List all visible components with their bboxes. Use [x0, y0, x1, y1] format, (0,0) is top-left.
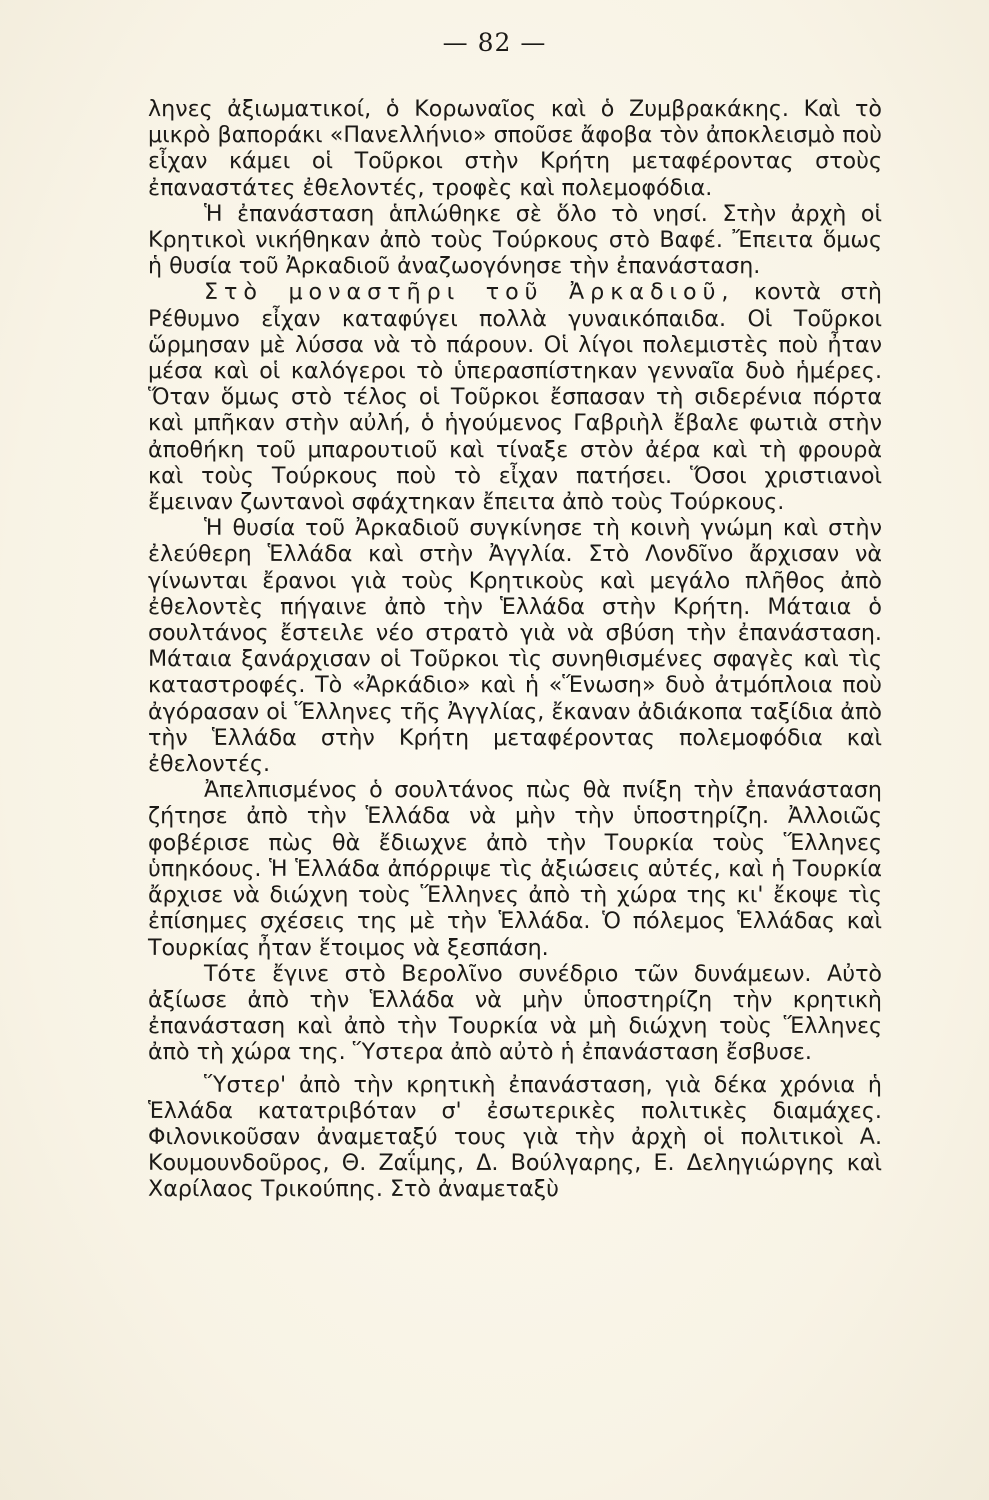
paragraph-1: ληνες ἀξιωματικοί, ὁ Κορωναῖος καὶ ὁ Ζυμβρακάκης. Καὶ τὸ μικρὸ βαποράκι «Πανελλήνιο» σποῦσε ἄφοβα τὸν ἀποκλεισμὸ ποὺ εἶχαν κάμει οἱ Τοῦρκοι στὴν Κρήτη μεταφέροντας στοὺς ἐπαναστάτες ἐθελοντές, τροφὲς καὶ πολεμοφόδια. [148, 96, 882, 201]
paragraph-6: Τότε ἔγινε στὸ Βερολῖνο συνέδριο τῶν δυνάμεων. Αὐτὸ ἀξίωσε ἀπὸ τὴν Ἑλλάδα νὰ μὴν ὑποστηρίζη τὴν κρητικὴ ἐπανάσταση καὶ ἀπὸ τὴν Τουρκία νὰ μὴ διώχνη τοὺς Ἕλληνες ἀπὸ τὴ χώρα της. Ὕστερα ἀπὸ αὐτὸ ἡ ἐπανάσταση ἔσβυσε. [148, 960, 882, 1066]
paragraph-5: Ἀπελπισμένος ὁ σουλτάνος πὼς θὰ πνίξη τὴν ἐπανάσταση ζήτησε ἀπὸ τὴν Ἑλλάδα νὰ μὴν τὴν ὑποστηρίζη. Ἀλλοιῶς φοβέρισε πὼς θὰ ἔδιωχνε ἀπὸ τὴν Τουρκία τοὺς Ἕλληνες ὑπηκόους. Ἡ Ἑλλάδα ἀπόρριψε τὶς ἀξιώσεις αὐτές, καὶ ἡ Τουρκία ἄρχισε νὰ διώχνη τοὺς Ἕλληνες ἀπὸ τὴ χώρα της κι' ἔκοψε τὶς ἐπίσημες σχέσεις της μὲ τὴν Ἑλλάδα. Ὁ πόλεμος Ἑλλάδας καὶ Τουρκίας ἦταν ἕτοιμος νὰ ξεσπάση. [148, 777, 882, 961]
paragraph-7: Ὕστερ' ἀπὸ τὴν κρητικὴ ἐπανάσταση, γιὰ δέκα χρόνια ἡ Ἑλλάδα κατατριβόταν σ' ἐσωτερικὲς πολιτικὲς διαμάχες. Φιλονικοῦσαν ἀναμεταξύ τους γιὰ τὴν ἀρχὴ οἱ πολιτικοὶ Α. Κουμουνδοῦρος, Θ. Ζαΐμης, Δ. Βούλγαρης, Ε. Δεληγιώργης καὶ Χαρίλαος Τρικούπης. Στὸ ἀναμεταξὺ [148, 1071, 882, 1203]
page-number: — 82 — [442, 28, 547, 57]
paragraph-4: Ἡ θυσία τοῦ Ἀρκαδιοῦ συγκίνησε τὴ κοινὴ γνώμη καὶ στὴν ἐλεύθερη Ἑλλάδα καὶ στὴν Ἀγγλία. Στὸ Λονδῖνο ἄρχισαν νὰ γίνωνται ἔρανοι γιὰ τοὺς Κρητικοὺς καὶ μεγάλο πλῆθος ἀπὸ ἐθελοντὲς πήγαινε ἀπὸ τὴν Ἑλλάδα στὴν Κρήτη. Μάταια ὁ σουλτάνος ἔστειλε νέο στρατὸ γιὰ νὰ σβύση τὴν ἐπανάσταση. Μάταια ξανάρχισαν οἱ Τοῦρκοι τὶς συνηθισμένες σφαγὲς καὶ τὶς καταστροφές. Τὸ «Ἀρκάδιο» καὶ ἡ «Ἕνωση» δυὸ ἀτμόπλοια ποὺ ἀγόρασαν οἱ Ἕλληνες τῆς Ἀγγλίας, ἔκαναν ἀδιάκοπα ταξίδια ἀπὸ τὴν Ἑλλάδα στὴν Κρήτη μεταφέροντας πολεμοφόδια καὶ ἐθελοντές. [148, 515, 882, 778]
body-text [148, 96, 882, 1203]
paragraph-2: Ἡ ἐπανάσταση ἁπλώθηκε σὲ ὅλο τὸ νησί. Στὴν ἀρχὴ οἱ Κρητικοὶ νικήθηκαν ἀπὸ τοὺς Τούρκους στὸ Βαφέ. Ἔπειτα ὅμως ἡ θυσία τοῦ Ἀρκαδιοῦ ἀναζωογόνησε τὴν ἐπανάσταση. [148, 200, 882, 280]
paragraph-3 [148, 279, 882, 515]
spaced-heading-phrase: Στὸ μοναστῆρι τοῦ Ἀρκαδιοῦ, [204, 279, 735, 306]
paragraph-3-text: κοντὰ στὴ Ρέθυμνο εἶχαν καταφύγει πολλὰ γυναικόπαιδα. Οἱ Τοῦρκοι ὥρμησαν μὲ λύσσα νὰ τὸ πάρουν. Οἱ λίγοι πολεμιστὲς ποὺ ἦταν μέσα καὶ οἱ καλόγεροι τὸ ὑπερασπίστηκαν γενναῖα δυὸ ἡμέρες. Ὅταν ὅμως στὸ τέλος οἱ Τοῦρκοι ἔσπασαν τὴ σιδερένια πόρτα καὶ μπῆκαν στὴν αὐλή, ὁ ἡγούμενος Γαβριὴλ ἔβαλε φωτιὰ στὴν ἀποθήκη τοῦ μπαρουτιοῦ καὶ τίναξε στὸν ἀέρα καὶ τὴ φρουρὰ καὶ τοὺς Τούρκους ποὺ τὸ εἶχαν πατήσει. Ὅσοι χριστιανοὶ ἔμειναν ζωντανοὶ σφάχτηκαν ἔπειτα ἀπὸ τοὺς Τούρκους. [148, 279, 882, 516]
